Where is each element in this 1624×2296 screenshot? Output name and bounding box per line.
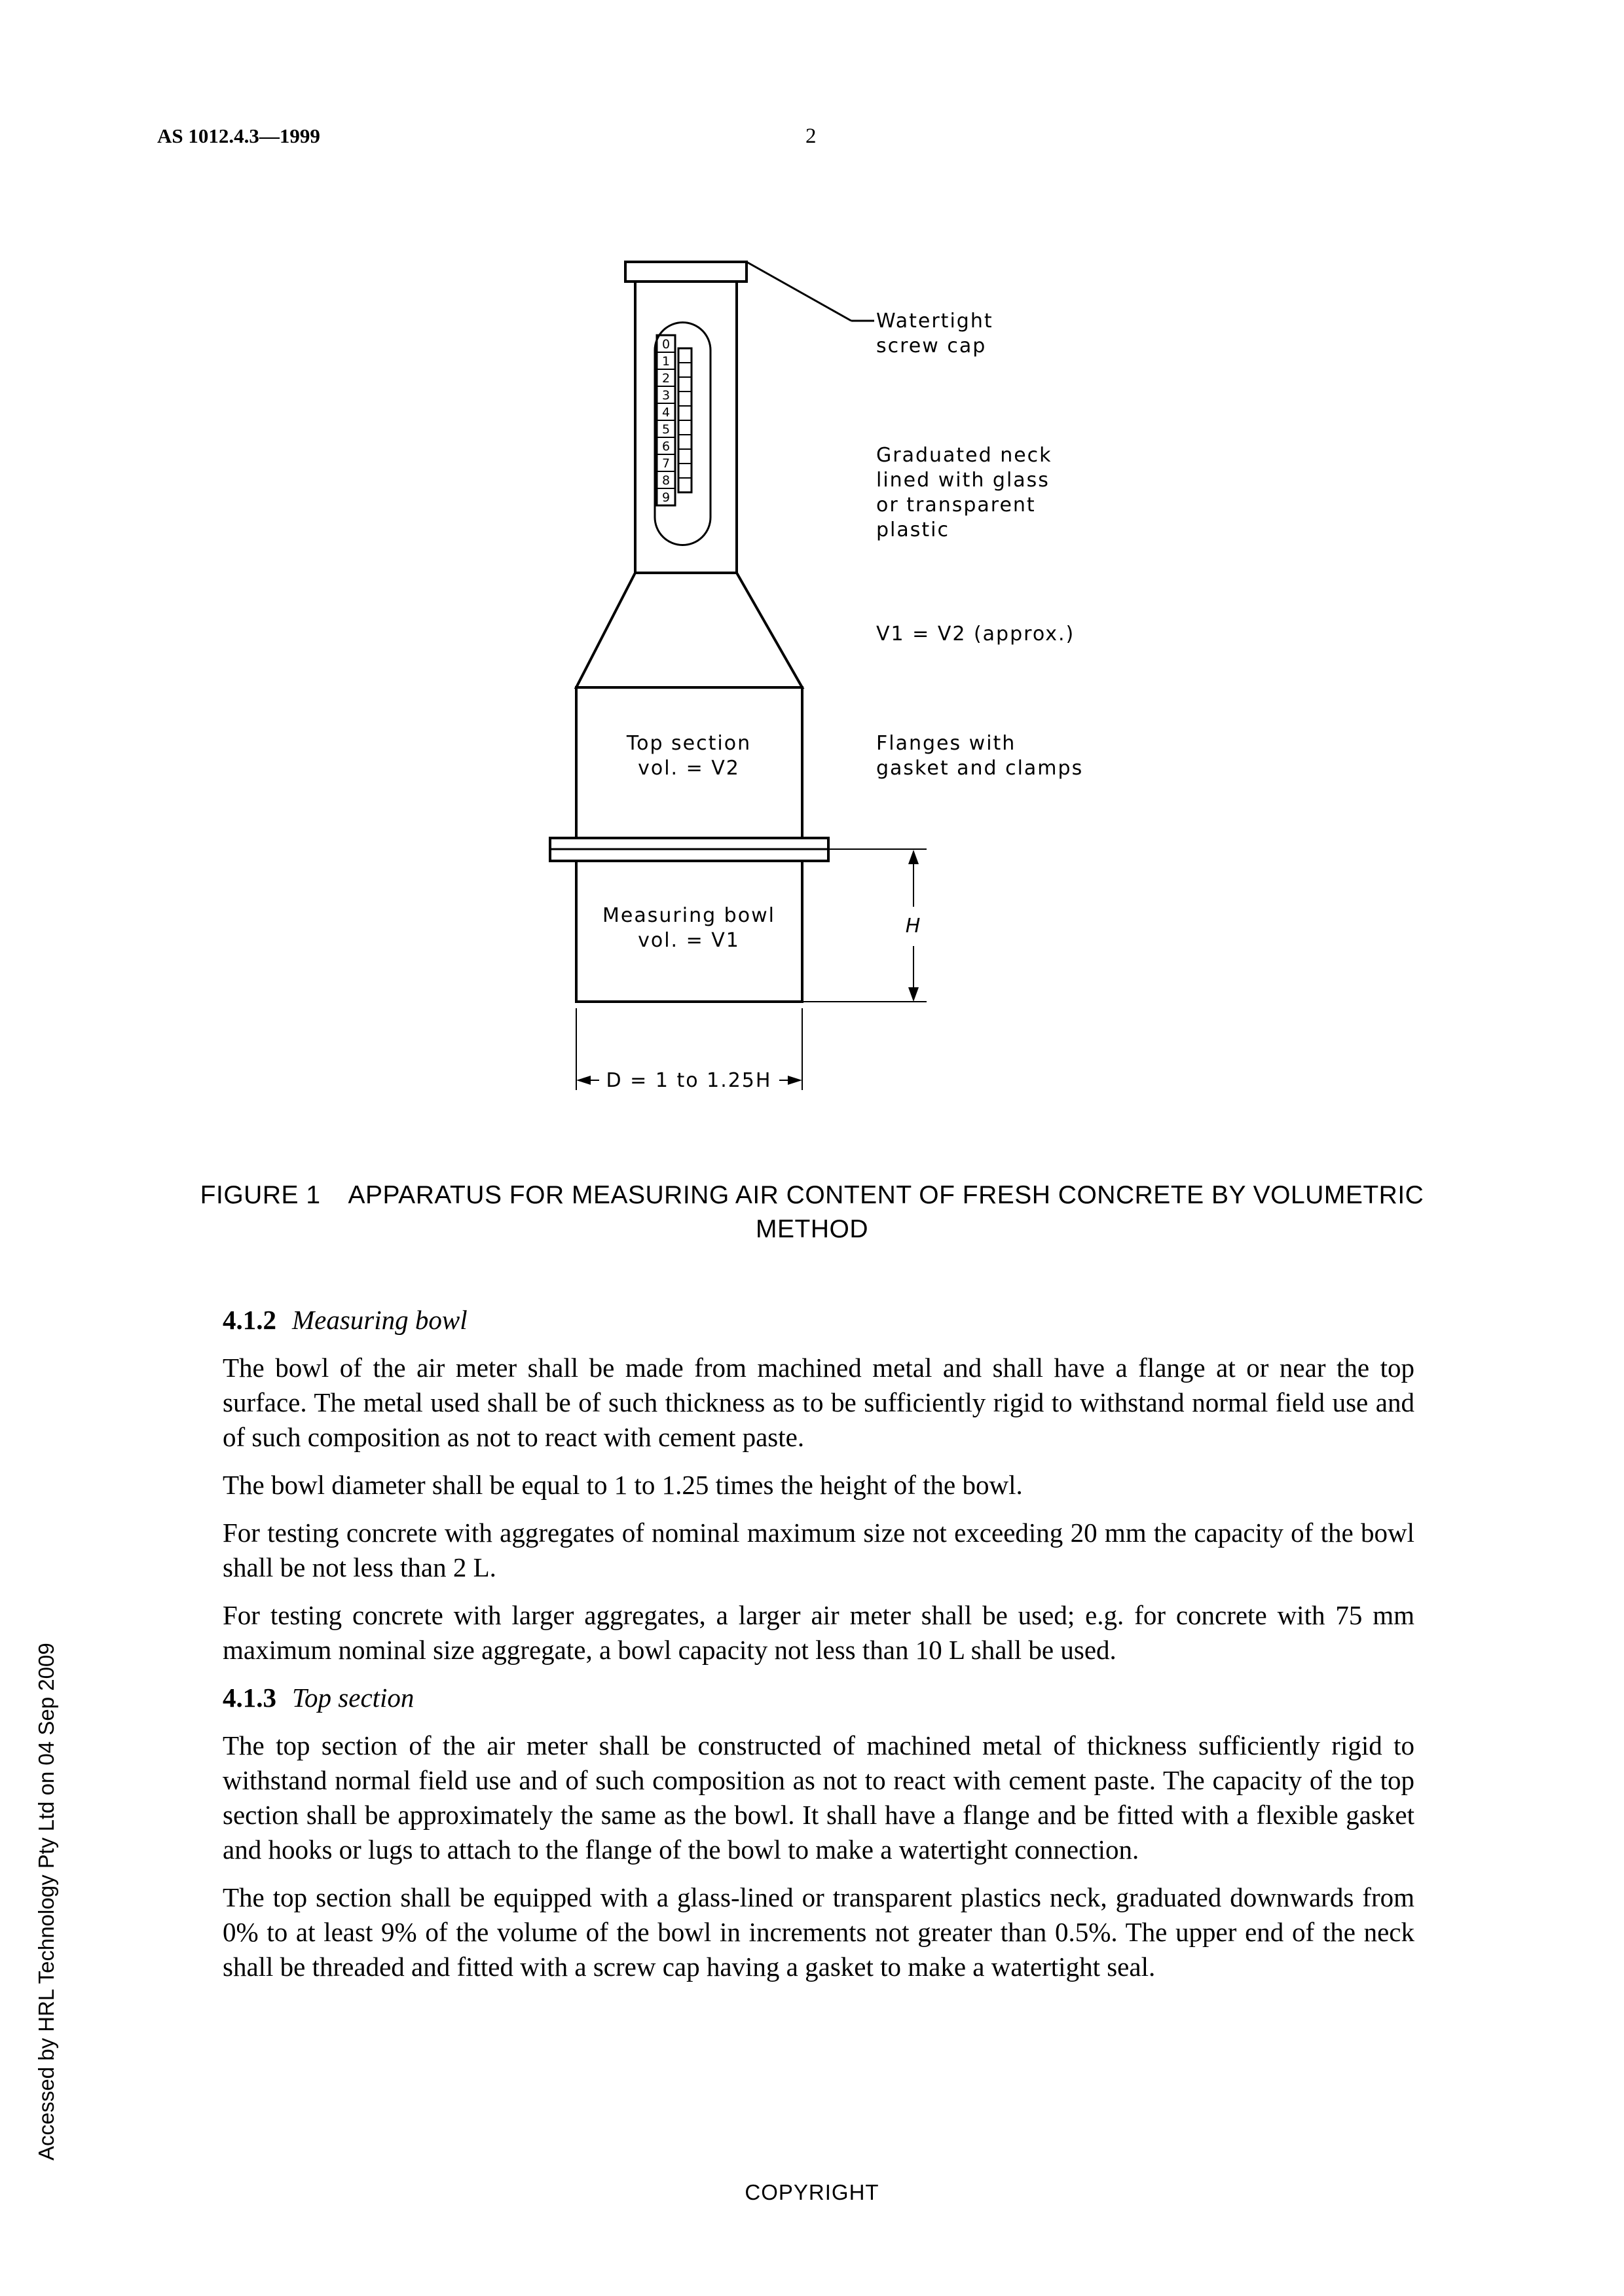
label-or-transparent: or transparent: [876, 494, 1036, 517]
paragraph: The bowl diameter shall be equal to 1 to 1.25 times the height of the bowl.: [223, 1470, 1023, 1500]
scale-mark: 4: [661, 405, 671, 420]
label-height: H: [905, 915, 922, 938]
label-lined-glass: lined with glass: [876, 469, 1050, 492]
figure-caption: [157, 1178, 1467, 1247]
standard-number: AS 1012.4.3—1999: [157, 124, 320, 147]
figure-apparatus: [0, 0, 1624, 1113]
scale-mark: 1: [661, 354, 671, 369]
paragraph: The bowl of the air meter shall be made from machined metal and shall have a flange at or near the top surface. The metal used shall be of such thickness as to be sufficiently rigid to withstand normal field use and of such composition as not to react with cement paste.: [223, 1353, 1414, 1452]
scale-mark: 6: [661, 439, 671, 454]
label-volume-relation: V1 = V2 (approx.): [876, 623, 1075, 646]
label-plastic: plastic: [876, 519, 950, 541]
caption-title: APPARATUS FOR MEASURING AIR CONTENT OF FRESH CONCRETE BY VOLUMETRIC METHOD: [348, 1181, 1424, 1243]
screw-cap-leader: [747, 262, 851, 321]
label-measuring-bowl: Measuring bowl: [602, 904, 775, 927]
section-heading: [223, 1681, 1414, 1715]
paragraph: For testing concrete with aggregates of nominal maximum size not exceeding 20 mm the capacity of the bowl shall be not less than 2 L.: [223, 1518, 1414, 1582]
section-heading: [223, 1303, 1414, 1338]
scale-mark: 2: [661, 371, 671, 386]
access-watermark: Accessed by HRL Technology Pty Ltd on 04 Sep 2009: [34, 1643, 58, 2160]
section-title: Measuring bowl: [292, 1305, 468, 1335]
caption-number: FIGURE 1: [200, 1181, 321, 1209]
section-number: 4.1.3: [223, 1683, 276, 1713]
taper-shape: [576, 573, 802, 687]
label-top-section-vol: vol. = V2: [638, 757, 740, 780]
label-graduated-neck: Graduated neck: [876, 444, 1052, 467]
section-number: 4.1.2: [223, 1305, 276, 1335]
label-screw-cap: screw cap: [876, 335, 987, 357]
scale-mark: 3: [661, 388, 671, 403]
neck-shape: [635, 282, 737, 573]
label-diameter: D = 1 to 1.25H: [606, 1069, 772, 1092]
scale-mark: 7: [661, 456, 671, 471]
paragraph: The top section of the air meter shall be constructed of machined metal of thickness sufficiently rigid to withstand normal field use and of such composition as not to react with cement paste. The capacity of the top section shall be approximately the same as the bowl. It shall have a flange and be fitted with a flexible gasket and hooks or lugs to attach to the flange of the bowl to make a watertight connection.: [223, 1730, 1414, 1865]
label-measuring-bowl-vol: vol. = V1: [638, 929, 740, 952]
label-top-section: Top section: [626, 732, 752, 755]
body-text: [223, 1303, 1414, 1997]
label-flanges: Flanges with: [876, 732, 1016, 755]
paragraph: For testing concrete with larger aggregates, a larger air meter shall be used; e.g. for concrete with 75 mm maximum nominal size aggregate, a bowl capacity not less than 10 L shall be used.: [223, 1600, 1414, 1665]
paragraph: The top section shall be equipped with a glass-lined or transparent plastics neck, graduated downwards from 0% to at least 9% of the volume of the bowl in increments not greater than 0.5%. The upper end of the neck shall be threaded and fitted with a screw cap having a gasket to make a watertight seal.: [223, 1882, 1414, 1982]
copyright-footer: COPYRIGHT: [745, 2180, 879, 2204]
label-watertight: Watertight: [876, 310, 993, 333]
screw-cap-shape: [625, 262, 747, 282]
scale-mark: 8: [661, 473, 671, 488]
scale-mark: 9: [661, 490, 671, 505]
label-gasket-clamps: gasket and clamps: [876, 757, 1084, 780]
scale-mark: 0: [661, 337, 671, 352]
apparatus-diagram: [0, 0, 1624, 1113]
section-title: Top section: [292, 1683, 415, 1713]
scale-mark: 5: [661, 422, 671, 437]
page-number: 2: [805, 124, 817, 148]
